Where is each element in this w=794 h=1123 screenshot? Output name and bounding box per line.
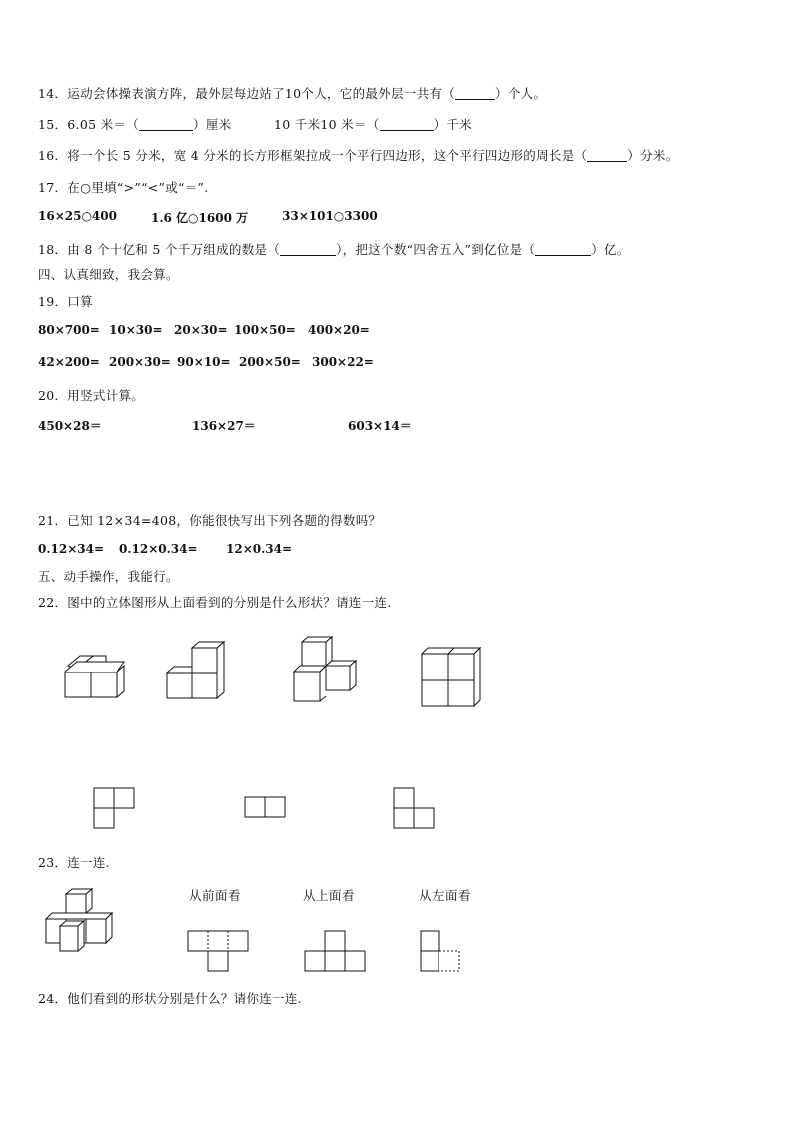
q15-text-d: ）千米 bbox=[433, 117, 472, 132]
solid-figure-2[interactable] bbox=[162, 640, 228, 702]
solid-figure-5[interactable] bbox=[40, 886, 116, 958]
question-24: 24．他们看到的形状分别是什么？请你连一连. bbox=[38, 991, 302, 1006]
q14-text-end: ）个人。 bbox=[495, 86, 547, 101]
top-view-2[interactable] bbox=[243, 795, 287, 821]
q15-text-b: ）厘米 bbox=[193, 117, 232, 132]
answer-blank[interactable] bbox=[380, 118, 434, 131]
q18-text-b: ），把这个数“四舍五入”到亿位是（ bbox=[336, 242, 536, 257]
question-15-part2 bbox=[274, 115, 472, 133]
calc-item: 300×22= bbox=[312, 355, 374, 369]
view-label-left: 从左面看 bbox=[419, 888, 472, 903]
calc-item: 12×0.34= bbox=[226, 542, 293, 556]
q18-text-c: ）亿。 bbox=[591, 242, 630, 257]
vertical-calc-item: 603×14＝ bbox=[348, 419, 412, 433]
q17-item: 16×25○400 bbox=[38, 209, 117, 223]
view-shape-3[interactable] bbox=[419, 928, 465, 974]
answer-blank[interactable] bbox=[587, 149, 627, 162]
calc-item: 90×10= bbox=[177, 355, 231, 369]
section-4-heading: 四、认真细致，我会算。 bbox=[38, 267, 179, 282]
calc-item: 80×700= bbox=[38, 323, 100, 337]
calc-item: 200×50= bbox=[239, 355, 301, 369]
solid-figure-3[interactable] bbox=[288, 636, 360, 706]
view-shape-1[interactable] bbox=[186, 928, 250, 974]
view-shape-2[interactable] bbox=[303, 928, 367, 974]
answer-blank[interactable] bbox=[139, 118, 193, 131]
question-22: 22．图中的立体图形从上面看到的分别是什么形状？请连一连. bbox=[38, 595, 392, 610]
calc-item: 20×30= bbox=[174, 323, 228, 337]
question-14 bbox=[38, 84, 546, 102]
answer-blank[interactable] bbox=[535, 243, 591, 256]
vertical-calc-item: 136×27＝ bbox=[192, 419, 256, 433]
section-5-heading: 五、动手操作，我能行。 bbox=[38, 569, 179, 584]
question-17: 17．在○里填“>”“<”或“＝”. bbox=[38, 180, 209, 195]
question-18 bbox=[38, 240, 630, 258]
calc-item: 400×20= bbox=[308, 323, 370, 337]
solid-figure-1[interactable] bbox=[60, 652, 130, 702]
q16-text: 16．将一个长 5 分米，宽 4 分米的长方形框架拉成一个平行四边形，这个平行四边形的周长是（ bbox=[38, 148, 588, 163]
question-19: 19．口算 bbox=[38, 294, 93, 309]
q18-text-a: 18．由 8 个十亿和 5 个千万组成的数是（ bbox=[38, 242, 281, 257]
q15-text-a: 15．6.05 米＝（ bbox=[38, 117, 140, 132]
q17-item: 1.6 亿○1600 万 bbox=[151, 211, 249, 225]
q14-text: 14．运动会体操表演方阵，最外层每边站了10个人，它的最外层一共有（ bbox=[38, 86, 456, 101]
view-label-front: 从前面看 bbox=[189, 888, 242, 903]
calc-item: 10×30= bbox=[109, 323, 163, 337]
top-view-1[interactable] bbox=[92, 786, 138, 830]
view-label-top: 从上面看 bbox=[303, 888, 356, 903]
q15-text-c: 10 千米10 米＝（ bbox=[274, 117, 380, 132]
question-15 bbox=[38, 115, 231, 133]
question-21: 21．已知 12×34=408，你能很快写出下列各题的得数吗？ bbox=[38, 513, 382, 528]
question-23: 23．连一连. bbox=[38, 855, 110, 870]
q16-text-end: ）分米。 bbox=[627, 148, 679, 163]
calc-item: 100×50= bbox=[234, 323, 296, 337]
calc-item: 0.12×34= bbox=[38, 542, 105, 556]
solid-figure-4[interactable] bbox=[418, 644, 484, 710]
answer-blank[interactable] bbox=[280, 243, 336, 256]
top-view-3[interactable] bbox=[392, 786, 438, 830]
calc-item: 0.12×0.34= bbox=[119, 542, 198, 556]
calc-item: 42×200= bbox=[38, 355, 100, 369]
vertical-calc-item: 450×28＝ bbox=[38, 419, 102, 433]
calc-item: 200×30= bbox=[109, 355, 171, 369]
q17-item: 33×101○3300 bbox=[282, 209, 378, 223]
question-20: 20．用竖式计算。 bbox=[38, 388, 145, 403]
answer-blank[interactable] bbox=[455, 87, 495, 100]
question-16 bbox=[38, 146, 679, 164]
